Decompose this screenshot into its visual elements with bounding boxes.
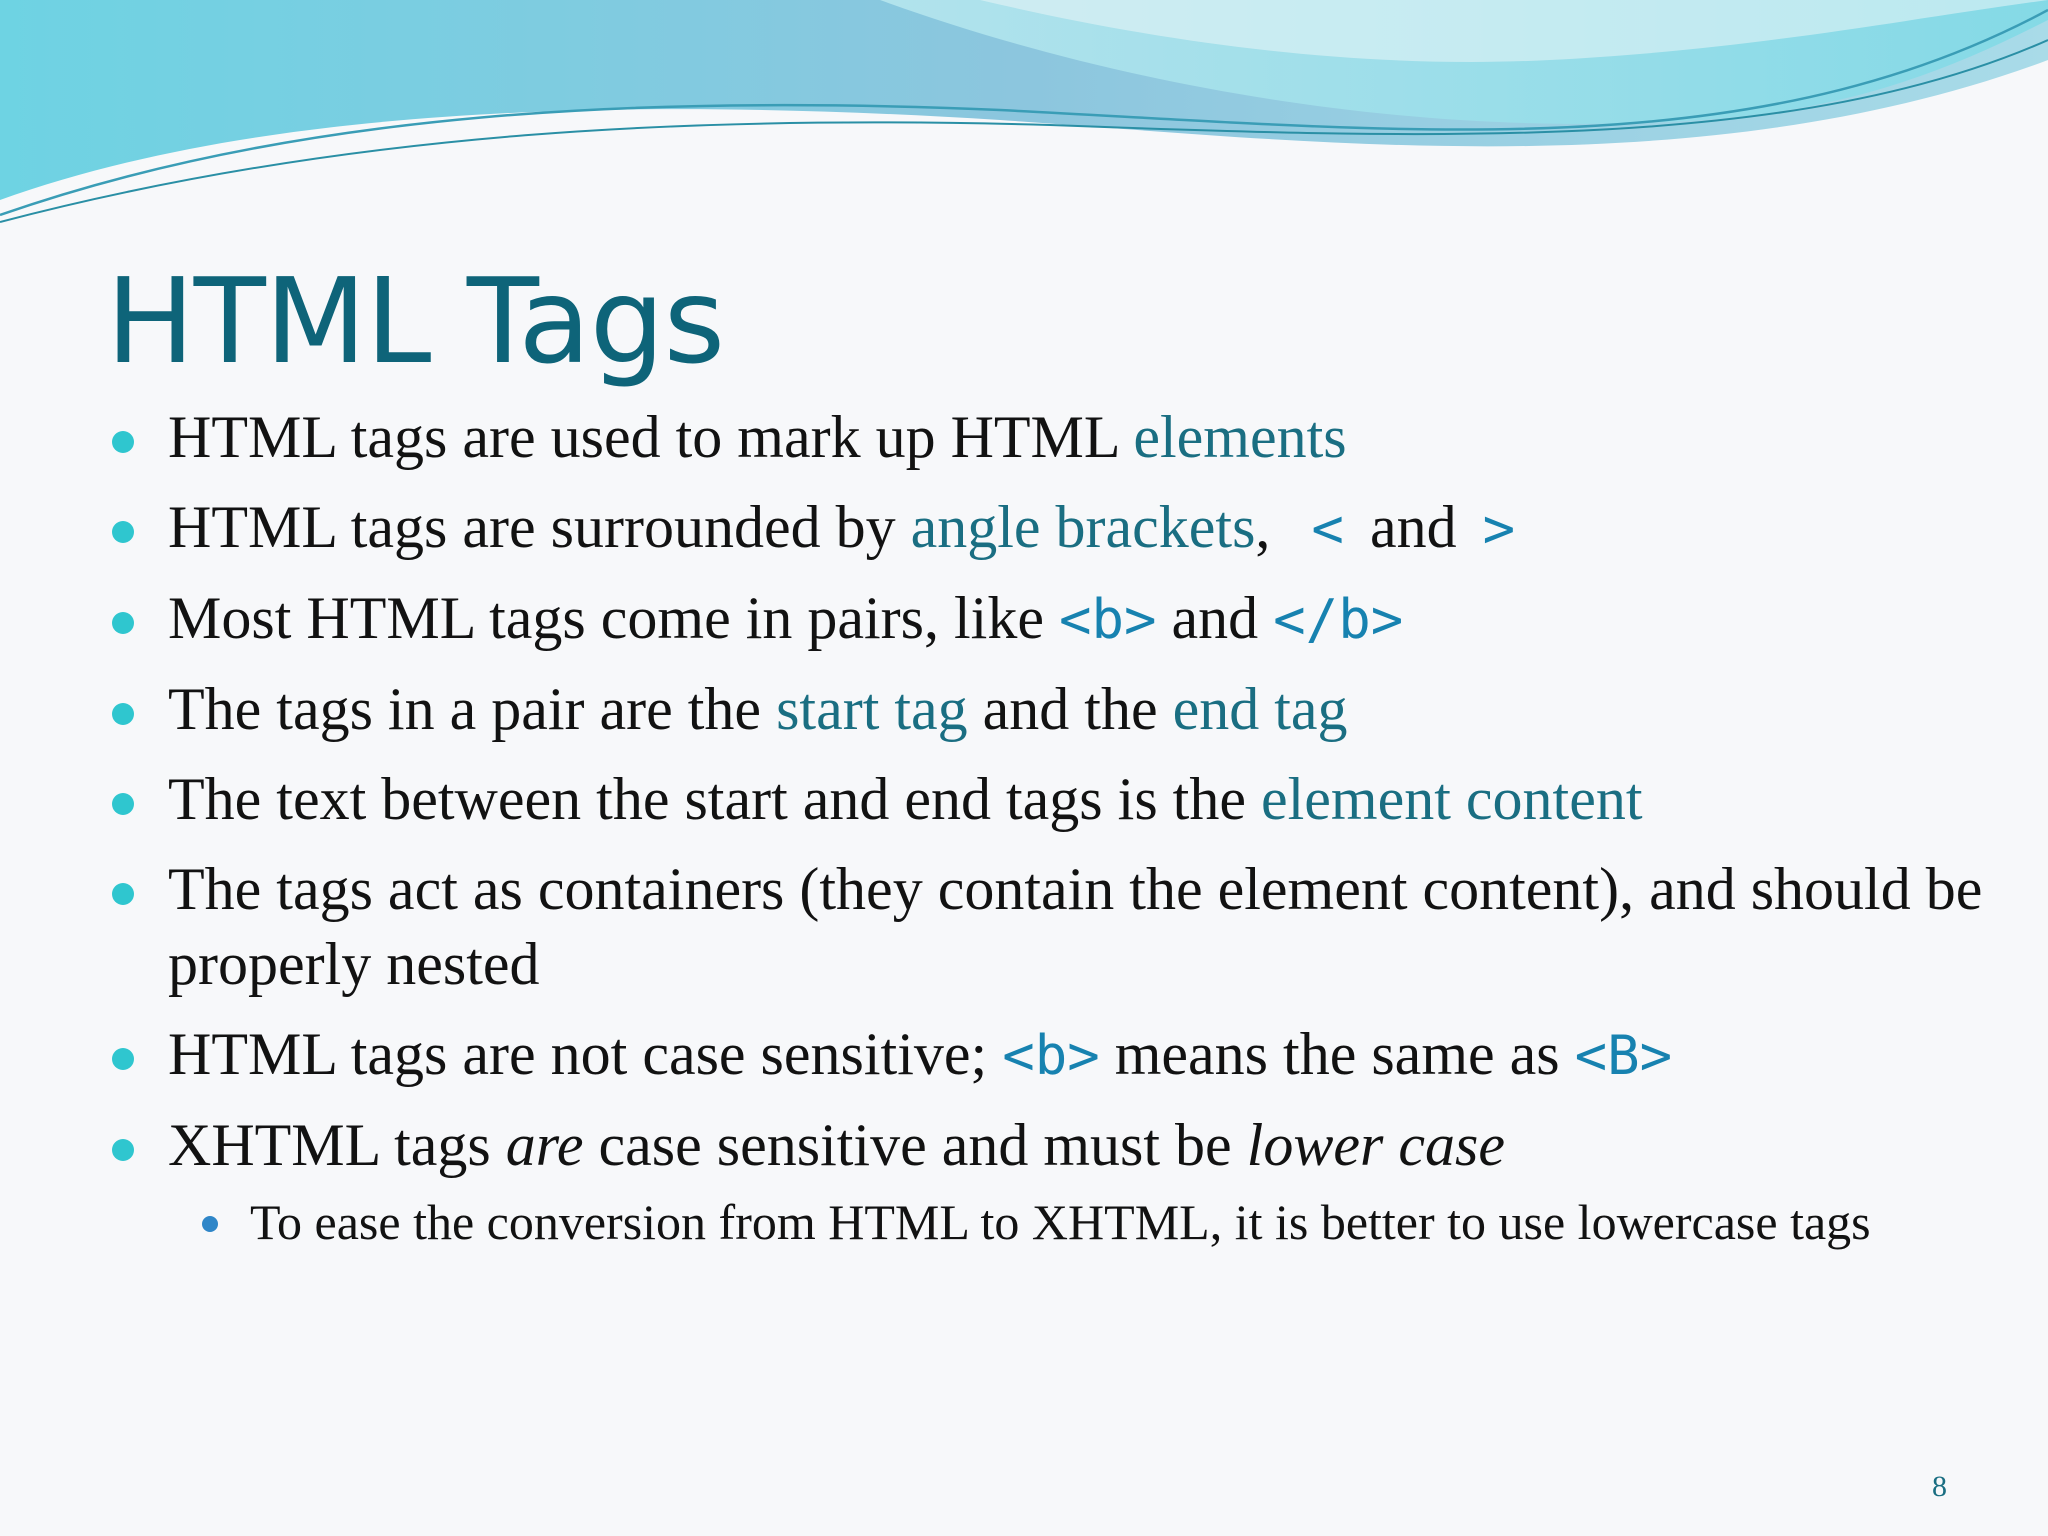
bullet-dot-icon: [112, 521, 134, 543]
code-b-open: <b>: [1058, 588, 1157, 651]
code-b-lower: <b>: [1002, 1024, 1100, 1087]
bullet-dot-icon: [112, 703, 134, 725]
term-start-tag: start tag: [776, 676, 968, 742]
emphasis-lower-case: lower case: [1246, 1112, 1505, 1178]
bullet-dot-icon: [112, 793, 134, 815]
sub-bullet-dot-icon: [202, 1216, 218, 1232]
bullet-dot-icon: [112, 1139, 134, 1161]
bullet-item: The tags act as containers (they contain the element content), and should be properly nested: [112, 852, 2012, 1002]
bullet-item: HTML tags are surrounded by angle brackets, < and >: [112, 490, 2012, 566]
bullet-dot-icon: [112, 1048, 134, 1070]
code-greater-than: >: [1482, 497, 1516, 560]
code-b-upper: <B>: [1574, 1024, 1673, 1087]
bullet-item: HTML tags are not case sensitive; <b> means the same as <B>: [112, 1017, 2012, 1093]
term-end-tag: end tag: [1172, 676, 1348, 742]
term-angle-brackets: angle brackets: [910, 494, 1256, 560]
emphasis-are: are: [505, 1112, 584, 1178]
page-number: 8: [1932, 1470, 1947, 1503]
bullet-dot-icon: [112, 612, 134, 634]
bullet-dot-icon: [112, 883, 134, 905]
bullet-dot-icon: [112, 431, 134, 453]
bullet-item: XHTML tags are case sensitive and must be lower case: [112, 1108, 2012, 1183]
sub-bullet-item: To ease the conversion from HTML to XHTML, it is better to use lowercase tags: [112, 1190, 2012, 1254]
code-b-close: </b>: [1273, 588, 1404, 651]
code-less-than: <: [1311, 497, 1344, 560]
bullet-item: Most HTML tags come in pairs, like <b> and </b>: [112, 581, 2012, 657]
bullet-item: The tags in a pair are the start tag and the end tag: [112, 672, 2012, 747]
bullet-list: [112, 400, 2012, 1254]
slide-title: HTML Tags: [106, 252, 725, 390]
bullet-item: The text between the start and end tags is the element content: [112, 762, 2012, 837]
term-element-content: element content: [1260, 766, 1643, 832]
term-elements: elements: [1133, 404, 1347, 470]
header-wave-decoration: [0, 0, 2048, 240]
bullet-item: HTML tags are used to mark up HTML elements: [112, 400, 2012, 475]
